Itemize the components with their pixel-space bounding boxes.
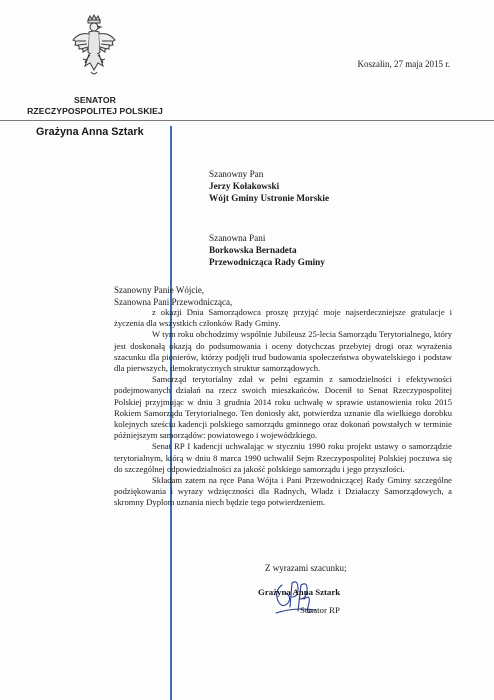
- body-paragraph: z okazji Dnia Samorządowca proszę przyjąć moje najserdeczniejsze gratulacje i życzenia dla wszystkich członków Rady Gminy.: [114, 307, 452, 329]
- recipient-office: Wójt Gminy Ustronie Morskie: [209, 193, 330, 203]
- recipient-name: Borkowska Bernadeta: [209, 245, 297, 255]
- letterhead-title-line2: RZECZYPOSPOLITEJ POLSKIEJ: [27, 106, 163, 116]
- letterhead-divider: [0, 120, 494, 121]
- letterhead-title-line1: SENATOR: [74, 95, 116, 105]
- body-paragraph: W tym roku obchodzimy wspólnie Jubileusz 25-lecia Samorządu Terytorialnego, który jest doskonałą okazją do podsumowania i oceny dotychczas przebytej drogi oraz wyrażenia szacunku dla pionierów, którzy podjęli trud budowania społeczeństwa obywatelskiego i podstaw dla pierwszych, demokratycznych struktur samorządowych.: [114, 329, 452, 374]
- signature-name: Grażyna Anna Sztark: [258, 587, 341, 597]
- recipient-name: Jerzy Kołakowski: [209, 181, 280, 191]
- recipient-salutation: Szanowny Pan: [209, 169, 264, 179]
- recipient-block: [209, 168, 329, 204]
- closing-phrase: Z wyrazami szacunku;: [265, 563, 347, 573]
- letterhead-sender-name: Grażyna Anna Sztark: [36, 126, 144, 138]
- letter-date: Koszalin, 27 maja 2015 r.: [357, 59, 450, 69]
- signature-role: Senator RP: [300, 605, 340, 615]
- recipient-salutation: Szanowna Pani: [209, 233, 266, 243]
- body-paragraph: Składam zatem na ręce Pana Wójta i Pani Przewodniczącej Rady Gminy szczególne podziękowania i wyrazy wdzięczności dla Radnych, Władz i Działaczy Samorządowych, a skromny Dyplom uznania niech będzie tego potwierdzeniem.: [114, 475, 452, 508]
- body-paragraph: Samorząd terytorialny zdał w pełni egzamin z samodzielności i efektywności podejmowanych działań na rzecz swoich mieszkańców. Docenił to Senat Rzeczypospolitej Polskiej przyjmując w dniu 3 grudnia 2014 roku uchwałę w sprawie ustanowienia roku 2015 Rokiem Samorządu Terytorialnego. Ten doniosły akt, potwierdza uznanie dla wielkiego dorobku kolejnych sześciu kadencji polskiego samorządu gminnego oraz dokonań powstałych w terminie późniejszym samorządów: powiatowego i wojewódzkiego.: [114, 374, 452, 441]
- recipient-block: [209, 232, 325, 268]
- letter-body: [114, 307, 452, 509]
- white-eagle-icon: [71, 14, 117, 82]
- body-paragraph: Senat RP I kadencji uchwalając w styczniu 1990 roku projekt ustawy o samorządzie terytorialnym, którą w dniu 8 marca 1990 uchwalił Sejm Rzeczypospolitej Polskiej poczuwa się do szczególnej odpowiedzialności za jakość polskiego samorządu i jego przyszłości.: [114, 441, 452, 474]
- salutation-line: Szanowny Panie Wójcie,: [114, 285, 205, 295]
- salutation-line: Szanowna Pani Przewodnicząca,: [114, 297, 233, 307]
- recipient-office: Przewodnicząca Rady Gminy: [209, 257, 325, 267]
